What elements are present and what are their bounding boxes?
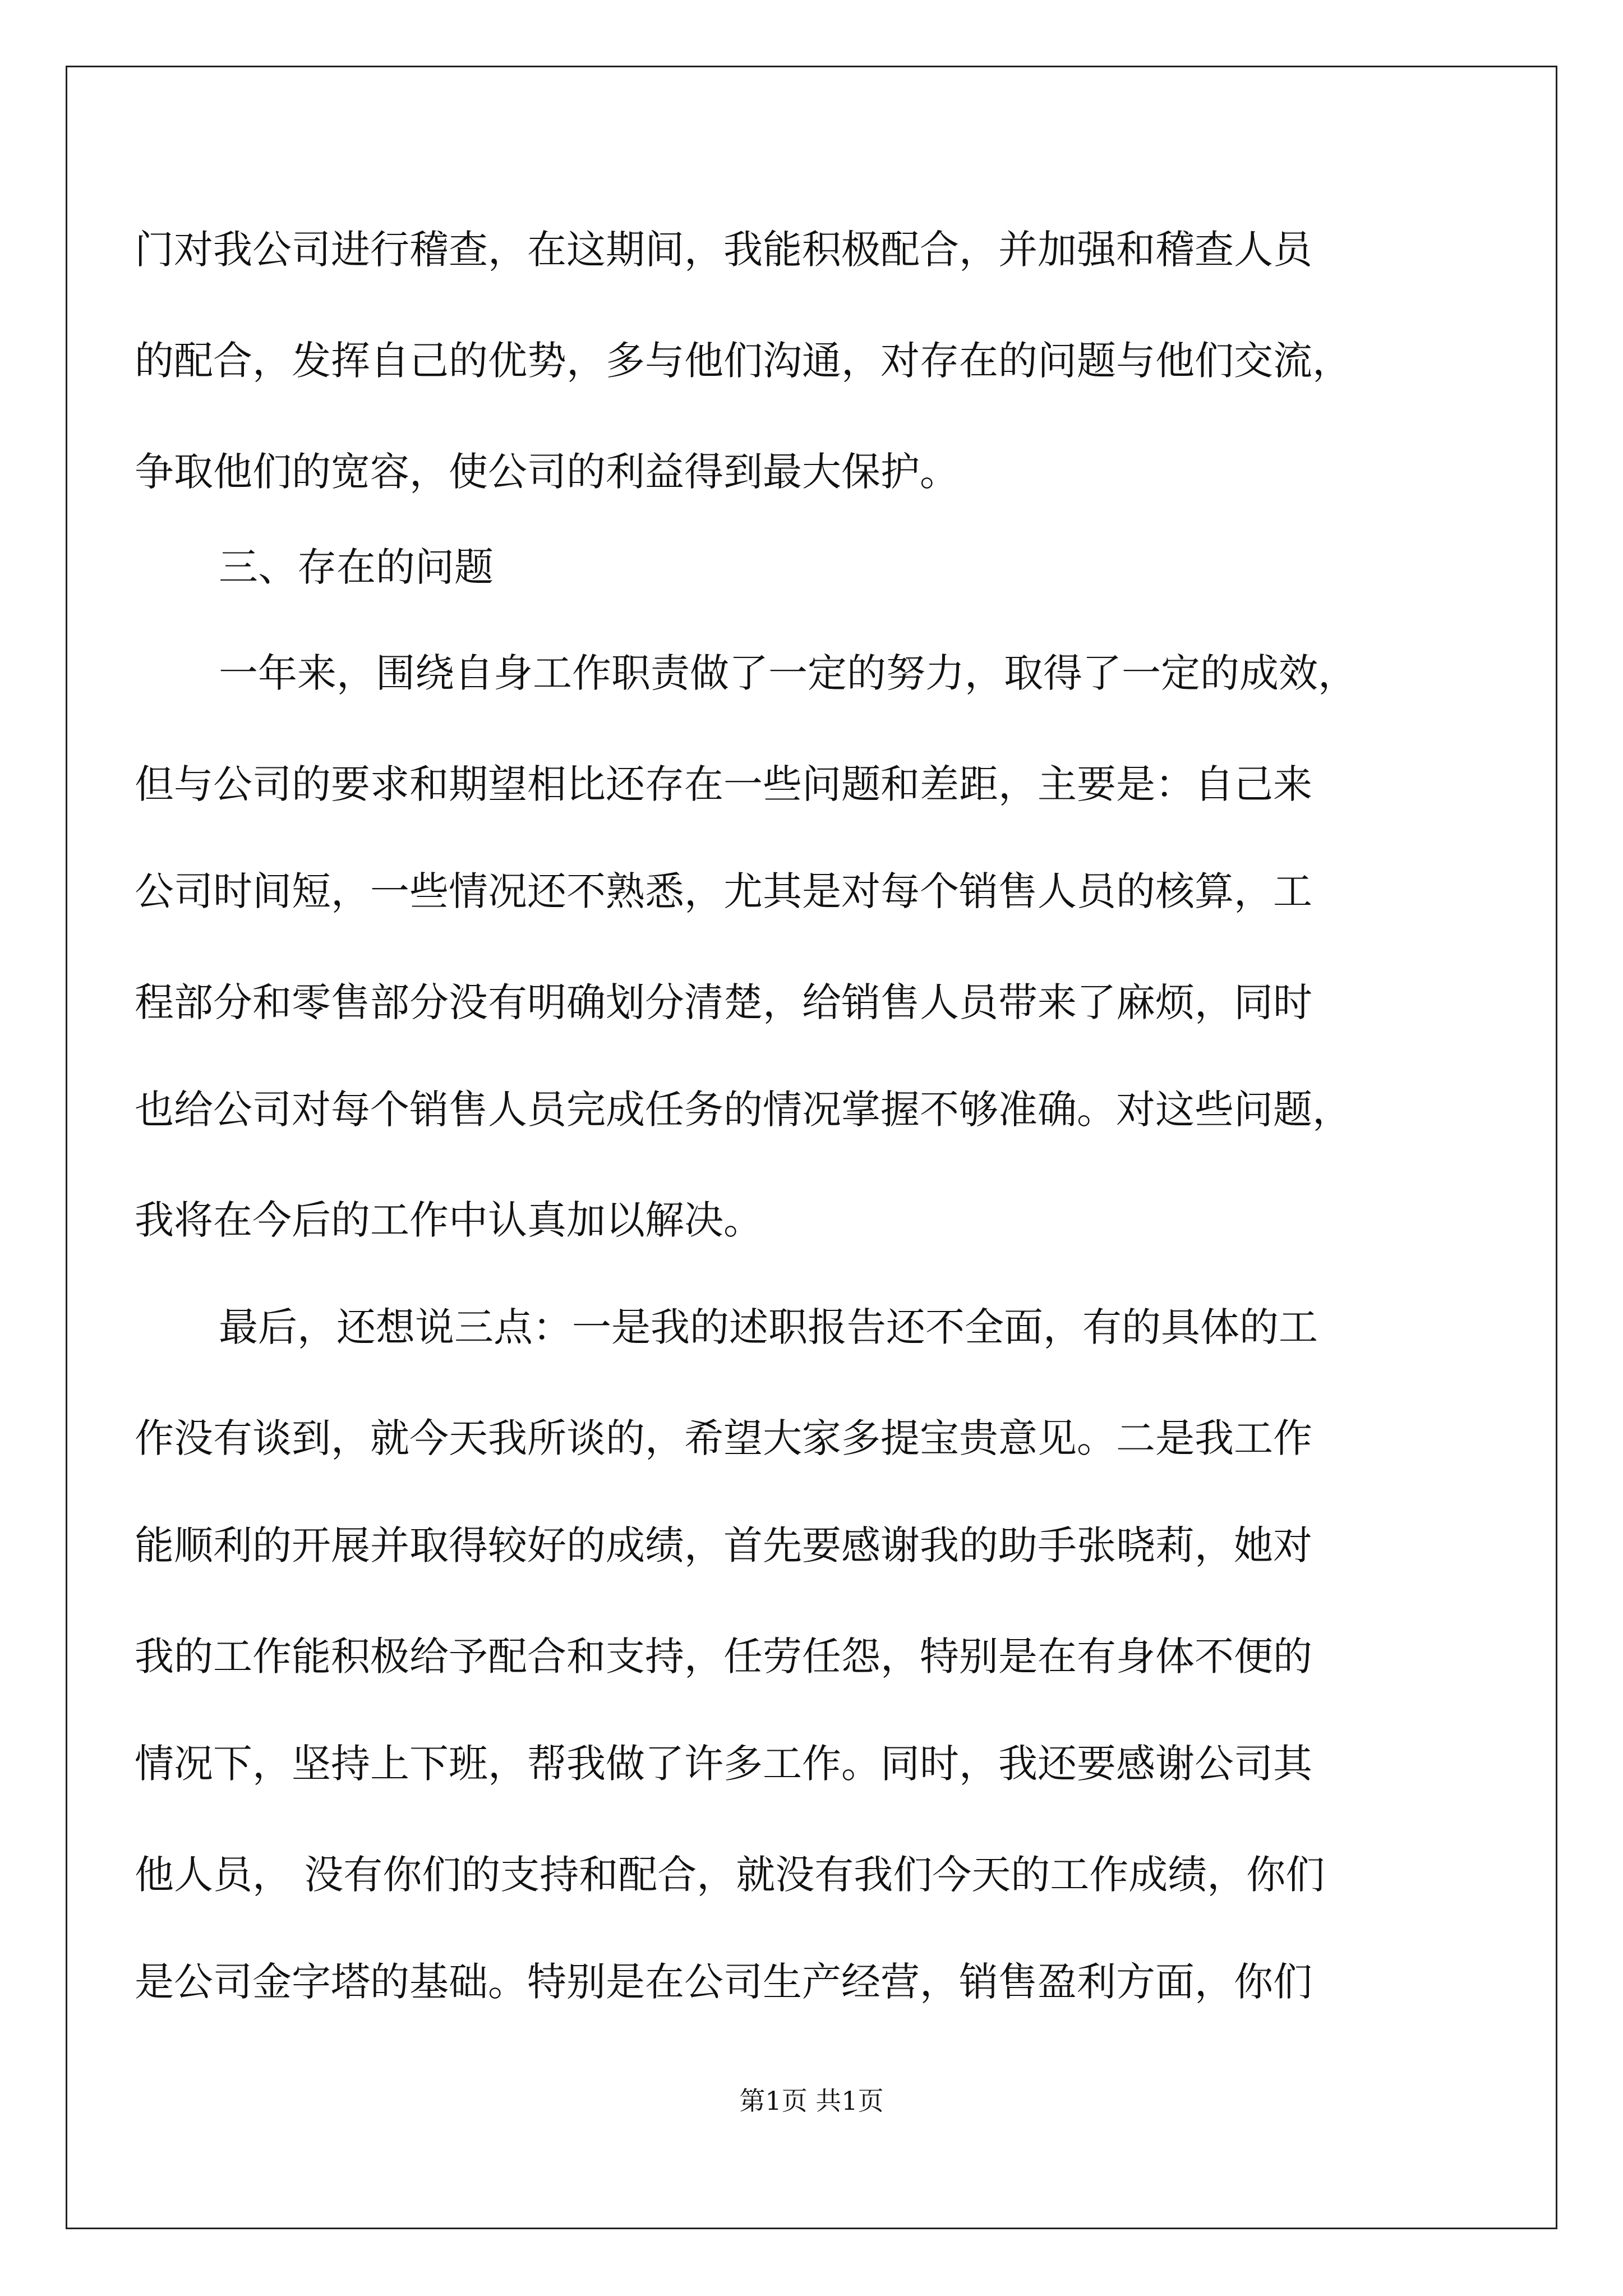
paragraph-line: 程部分和零售部分没有明确划分清楚，给销售人员带来了麻烦，同时 [135, 979, 1312, 1025]
paragraph-line: 的配合，发挥自己的优势，多与他们沟通，对存在的问题与他们交流， [135, 338, 1352, 384]
paragraph-line: 情况下，坚持上下班，帮我做了许多工作。同时，我还要感谢公司其 [135, 1741, 1312, 1787]
paragraph-line: 但与公司的要求和期望相比还存在一些问题和差距，主要是：自己来 [135, 761, 1312, 807]
paragraph-line: 也给公司对每个销售人员完成任务的情况掌握不够准确。对这些问题， [135, 1087, 1352, 1133]
page-number: 第1页 共1页 [739, 2086, 884, 2116]
page-frame [66, 66, 1557, 2229]
paragraph-line: 是公司金字塔的基础。特别是在公司生产经营，销售盈利方面，你们 [135, 1959, 1312, 2005]
section-heading: 三、存在的问题 [219, 544, 494, 590]
paragraph-line: 公司时间短，一些情况还不熟悉，尤其是对每个销售人员的核算，工 [135, 868, 1312, 914]
paragraph-line: 我的工作能积极给予配合和支持，任劳任怨，特别是在有身体不便的 [135, 1634, 1312, 1680]
paragraph-line: 最后，还想说三点：一是我的述职报告还不全面，有的具体的工 [219, 1304, 1318, 1350]
paragraph-line: 他人员， 没有你们的支持和配合，就没有我们今天的工作成绩，你们 [135, 1852, 1325, 1898]
paragraph-line: 门对我公司进行稽查，在这期间，我能积极配合，并加强和稽查人员 [135, 227, 1312, 273]
paragraph-line: 争取他们的宽容，使公司的利益得到最大保护。 [135, 449, 959, 495]
paragraph-line: 作没有谈到，就今天我所谈的，希望大家多提宝贵意见。二是我工作 [135, 1415, 1312, 1461]
paragraph-line: 一年来，围绕自身工作职责做了一定的努力，取得了一定的成效， [219, 650, 1357, 696]
paragraph-line: 能顺利的开展并取得较好的成绩，首先要感谢我的助手张晓莉，她对 [135, 1522, 1312, 1568]
paragraph-line: 我将在今后的工作中认真加以解决。 [135, 1197, 763, 1243]
